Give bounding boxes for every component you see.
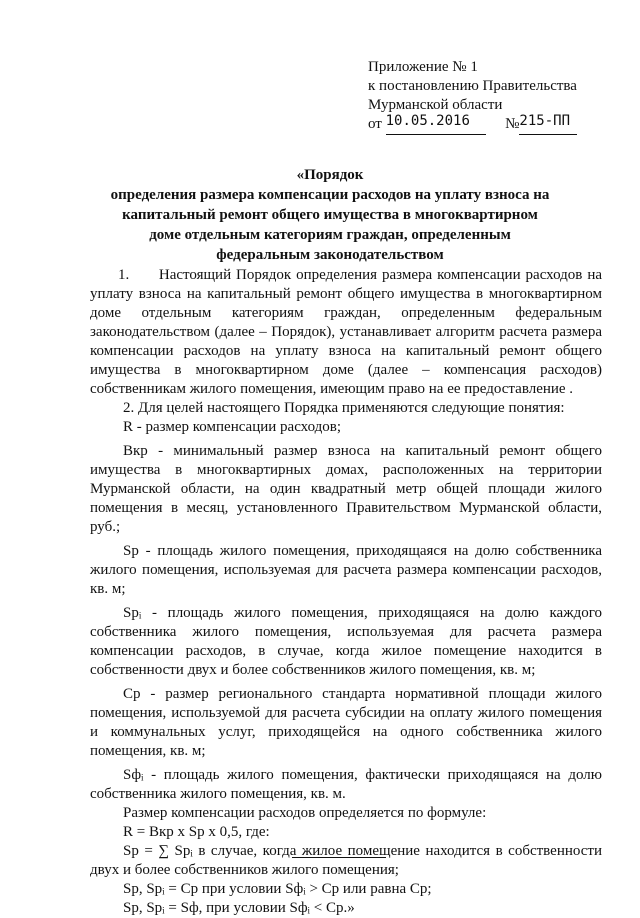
annex-line-2: к постановлению Правительства: [368, 78, 577, 94]
paragraph-9: Размер компенсации расходов определяется по формуле:: [123, 805, 487, 821]
formula-condition-1: Sp, Spᵢ = Cp при условии Sфᵢ > Cp или равна Cp;: [123, 881, 432, 897]
paragraph-7: Cp - размер регионального стандарта нормативной площади жилого помещения, используемой для расчета субсидии на оплату жилого помещения и коммунальных услуг, приходящейся на одного собственника жилого помещения, кв. м;: [90, 686, 602, 759]
annex-line-3: Мурманской области: [368, 97, 503, 113]
paragraph-3: R - размер компенсации расходов;: [123, 419, 342, 435]
formula-sum: Sp = ∑ Spᵢ в случае, когда жилое помещение находится в собственности двух и более собственников жилого помещения;: [90, 843, 602, 878]
title-line-4: доме отдельным категориям граждан, определенным: [149, 227, 511, 243]
from-label: от: [368, 116, 382, 132]
document-body: [90, 266, 606, 918]
date-value: 10.05.2016: [385, 113, 470, 129]
formula-condition-2: Sp, Spᵢ = Sф, при условии Sфᵢ < Cp.»: [123, 900, 355, 916]
annex-date-line: [368, 115, 618, 135]
title-line-3: капитальный ремонт общего имущества в многоквартирном: [122, 207, 538, 223]
annex-header: [368, 58, 618, 135]
paragraph-4: Bкр - минимальный размер взноса на капитальный ремонт общего имущества в многоквартирных домах, расположенных на территории Мурманской области, на один квадратный метр общей площади жилого помещения в месяц, установленного Правительством Мурманской области, руб.;: [90, 443, 602, 535]
paragraph-8: Sфᵢ - площадь жилого помещения, фактически приходящаяся на долю собственника жилого помещения, кв. м.: [90, 767, 602, 802]
title-line-1: «Порядок: [296, 167, 364, 183]
end-separator-line: [292, 857, 386, 858]
number-value: 215-ПП: [519, 113, 570, 129]
number-field: [519, 115, 577, 135]
paragraph-6: Spᵢ - площадь жилого помещения, приходящаяся на долю каждого собственника жилого помещения, используемая для расчета размера компенсации расходов, в случае, когда жилое помещение находится в собственности двух и более собственников жилого помещения, кв. м;: [90, 605, 602, 678]
date-field: [386, 115, 486, 135]
document-title: [90, 165, 570, 265]
title-line-2: определения размера компенсации расходов на уплату взноса на: [110, 187, 550, 203]
title-line-5: федеральным законодательством: [216, 247, 444, 263]
number-label: №: [505, 116, 520, 132]
paragraph-2: 2. Для целей настоящего Порядка применяются следующие понятия:: [123, 400, 565, 416]
formula-main: R = Bкр x Sp x 0,5, где:: [123, 824, 270, 840]
paragraph-5: Sp - площадь жилого помещения, приходящаяся на долю собственника жилого помещения, используемая для расчета размера компенсации расходов, кв. м;: [90, 543, 602, 597]
paragraph-1: 1. Настоящий Порядок определения размера компенсации расходов на уплату взноса на капитальный ремонт общего имущества в многоквартирном доме отдельным категориям граждан, определенным федеральным законодательством (далее – Порядок), устанавливает алгоритм расчета размера компенсации расходов на уплату взноса на капитальный ремонт общего имущества в многоквартирном доме (далее – компенсация расходов) собственникам жилого помещения, имеющим право на ее предоставление .: [90, 267, 606, 397]
annex-line-1: Приложение № 1: [368, 59, 478, 75]
